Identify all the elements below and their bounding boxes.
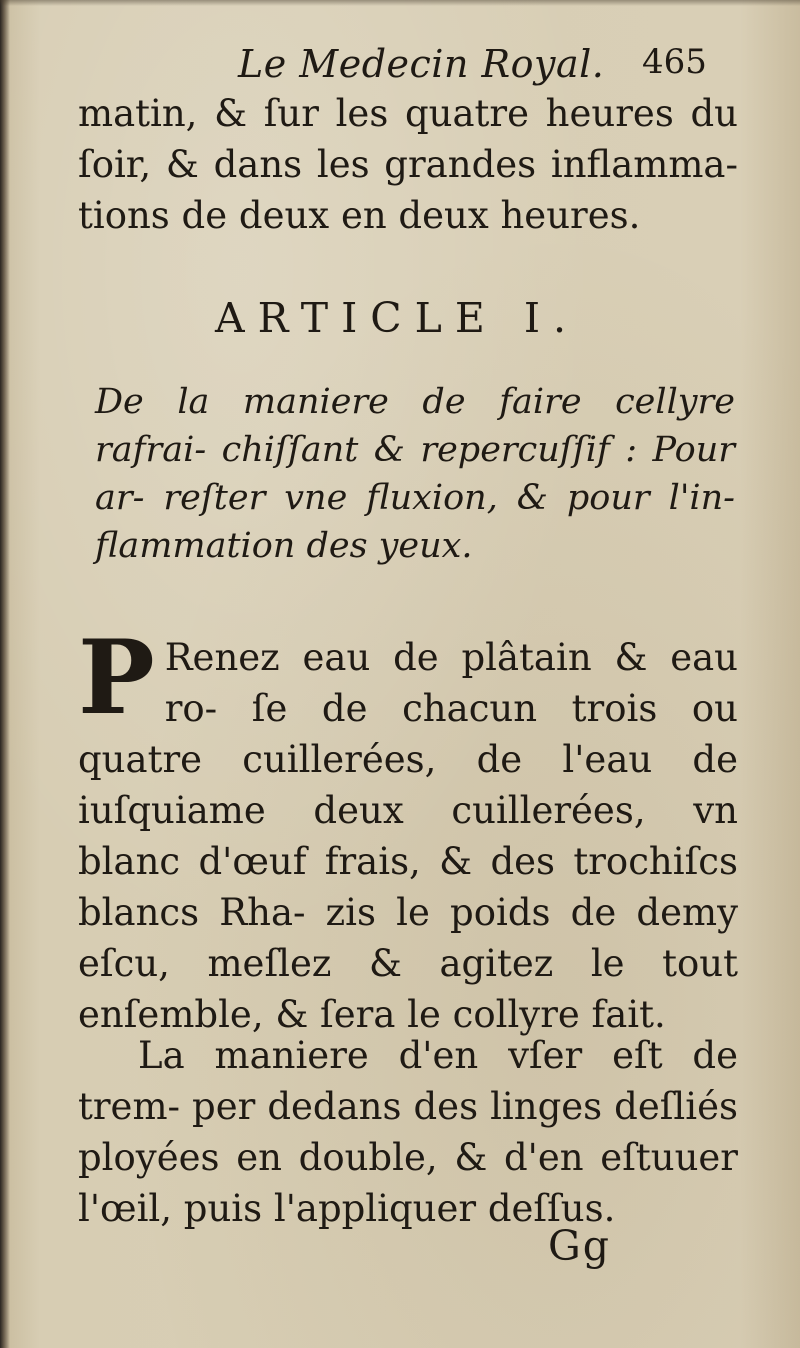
article-heading: ARTICLE I.	[215, 294, 580, 342]
usage-paragraph: La maniere d'en vſer eſt de trem- per dedans des linges deſliés ployées en double, & d'en eſtuuer l'œil, puis l'appliquer deſſus.	[78, 1034, 738, 1230]
page-number: 465	[642, 42, 707, 82]
page-binding-edge	[0, 0, 10, 1348]
prescription-text: Renez eau de plâtain & eau ro- ſe de chacun trois ou quatre cuillerées, de l'eau de iuſquiame deux cuillerées, vn blanc d'œuf frais, & des trochiſcs blancs Rha- zis le poids de demy eſcu, meſlez & agitez le tout enſemble, & ſera le collyre fait.	[78, 636, 738, 1036]
prescription-paragraph	[78, 618, 738, 1040]
intro-paragraph: matin, & ſur les quatre heures du ſoir, & dans les grandes inflamma- tions de deux en deux heures.	[78, 92, 738, 237]
drop-cap: P	[78, 618, 155, 738]
signature-mark: Gg	[548, 1222, 611, 1270]
page-top-edge	[0, 0, 800, 6]
article-title: De la maniere de faire cellyre rafrai- chiſſant & repercuſſif : Pour ar- reſter vne fluxion, & pour l'in- flammation des yeux.	[95, 382, 735, 566]
running-title: Le Medecin Royal.	[238, 42, 605, 86]
